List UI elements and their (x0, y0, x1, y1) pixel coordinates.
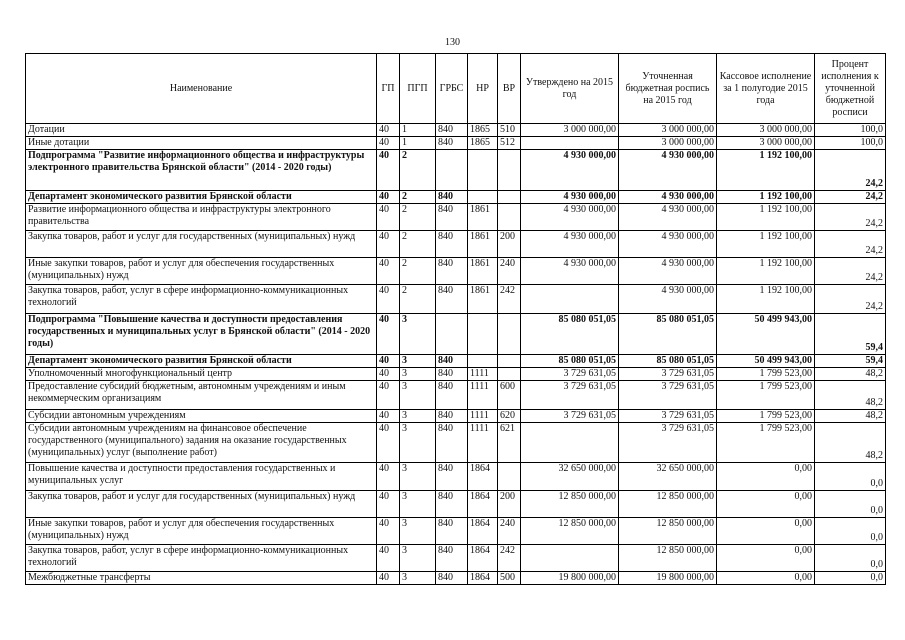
row-grbs: 840 (436, 258, 468, 285)
row-approved: 3 729 631,05 (521, 368, 619, 381)
row-pgp: 3 (400, 355, 436, 368)
row-gp: 40 (377, 258, 400, 285)
row-pgp: 3 (400, 572, 436, 585)
row-refined: 85 080 051,05 (619, 314, 717, 355)
header-name: Наименование (26, 54, 377, 124)
row-percent: 100,0 (815, 124, 886, 137)
row-pgp: 3 (400, 381, 436, 410)
header-gp: ГП (377, 54, 400, 124)
header-nr: НР (468, 54, 498, 124)
row-approved: 85 080 051,05 (521, 355, 619, 368)
table-row (26, 491, 886, 518)
table-row (26, 355, 886, 368)
table-header-row (26, 54, 886, 124)
row-cash: 1 799 523,00 (717, 410, 815, 423)
header-pgp: ПГП (400, 54, 436, 124)
row-percent: 48,2 (815, 368, 886, 381)
row-nr: 1861 (468, 258, 498, 285)
row-cash: 1 192 100,00 (717, 258, 815, 285)
row-name: Департамент экономического развития Брянской области (26, 191, 377, 204)
row-approved: 4 930 000,00 (521, 258, 619, 285)
row-cash: 3 000 000,00 (717, 124, 815, 137)
row-grbs (436, 314, 468, 355)
table-row (26, 314, 886, 355)
row-refined: 3 729 631,05 (619, 423, 717, 463)
table-row (26, 410, 886, 423)
row-refined: 4 930 000,00 (619, 258, 717, 285)
budget-table (25, 53, 886, 585)
row-cash: 0,00 (717, 545, 815, 572)
row-approved: 3 729 631,05 (521, 410, 619, 423)
row-grbs: 840 (436, 572, 468, 585)
row-vr: 242 (498, 545, 521, 572)
table-row (26, 368, 886, 381)
row-name: Закупка товаров, работ и услуг для государственных (муниципальных) нужд (26, 491, 377, 518)
row-refined: 4 930 000,00 (619, 204, 717, 231)
row-name: Закупка товаров, работ, услуг в сфере информационно-коммуникационных технологий (26, 285, 377, 314)
table-row (26, 231, 886, 258)
row-name: Иные закупки товаров, работ и услуг для обеспечения государственных (муниципальных) нужд (26, 258, 377, 285)
row-gp: 40 (377, 381, 400, 410)
row-gp: 40 (377, 231, 400, 258)
row-name: Предоставление субсидий бюджетным, автономным учреждениям и иным некоммерческим организациям (26, 381, 377, 410)
row-name: Иные дотации (26, 137, 377, 150)
row-pgp: 3 (400, 410, 436, 423)
row-grbs: 840 (436, 423, 468, 463)
row-nr: 1861 (468, 231, 498, 258)
row-name: Развитие информационного общества и инфраструктуры электронного правительства (26, 204, 377, 231)
row-gp: 40 (377, 124, 400, 137)
row-grbs: 840 (436, 463, 468, 491)
row-refined: 19 800 000,00 (619, 572, 717, 585)
row-percent: 0,0 (815, 572, 886, 585)
row-pgp: 2 (400, 231, 436, 258)
table-row (26, 204, 886, 231)
row-gp: 40 (377, 150, 400, 191)
row-gp: 40 (377, 572, 400, 585)
table-row (26, 423, 886, 463)
header-percent: Процент исполнения к уточненной бюджетной росписи (815, 54, 886, 124)
row-cash: 0,00 (717, 463, 815, 491)
row-approved (521, 285, 619, 314)
row-vr: 240 (498, 518, 521, 545)
row-gp: 40 (377, 518, 400, 545)
row-approved: 12 850 000,00 (521, 518, 619, 545)
row-grbs: 840 (436, 381, 468, 410)
table-row (26, 285, 886, 314)
row-cash: 1 192 100,00 (717, 204, 815, 231)
row-gp: 40 (377, 423, 400, 463)
row-pgp: 3 (400, 423, 436, 463)
table-row (26, 191, 886, 204)
row-refined: 12 850 000,00 (619, 518, 717, 545)
row-refined: 4 930 000,00 (619, 191, 717, 204)
row-name: Уполномоченный многофункциональный центр (26, 368, 377, 381)
row-percent: 0,0 (815, 545, 886, 572)
row-grbs: 840 (436, 285, 468, 314)
row-vr (498, 368, 521, 381)
row-percent: 48,2 (815, 381, 886, 410)
row-grbs: 840 (436, 124, 468, 137)
table-row (26, 518, 886, 545)
row-gp: 40 (377, 285, 400, 314)
row-nr: 1861 (468, 285, 498, 314)
row-nr (468, 314, 498, 355)
row-pgp: 2 (400, 258, 436, 285)
row-gp: 40 (377, 463, 400, 491)
row-gp: 40 (377, 355, 400, 368)
row-approved: 4 930 000,00 (521, 231, 619, 258)
row-vr (498, 191, 521, 204)
row-name: Департамент экономического развития Брянской области (26, 355, 377, 368)
row-percent: 0,0 (815, 518, 886, 545)
row-approved: 3 729 631,05 (521, 381, 619, 410)
row-name: Субсидии автономным учреждениям на финансовое обеспечение государственного (муниципального) задания на оказание государственных (муниципальных) услуг (выполнение работ) (26, 423, 377, 463)
row-name: Повышение качества и доступности предоставления государственных и муниципальных услуг (26, 463, 377, 491)
row-nr: 1111 (468, 381, 498, 410)
row-grbs: 840 (436, 545, 468, 572)
row-gp: 40 (377, 314, 400, 355)
row-vr: 242 (498, 285, 521, 314)
row-pgp: 3 (400, 368, 436, 381)
row-percent: 59,4 (815, 314, 886, 355)
row-name: Дотации (26, 124, 377, 137)
row-pgp: 3 (400, 314, 436, 355)
row-vr (498, 314, 521, 355)
row-nr (468, 355, 498, 368)
row-pgp: 2 (400, 150, 436, 191)
row-grbs (436, 150, 468, 191)
row-vr: 620 (498, 410, 521, 423)
row-grbs: 840 (436, 231, 468, 258)
row-approved (521, 137, 619, 150)
row-cash: 1 192 100,00 (717, 231, 815, 258)
row-vr (498, 463, 521, 491)
row-vr: 510 (498, 124, 521, 137)
row-cash: 0,00 (717, 518, 815, 545)
table-row (26, 545, 886, 572)
row-percent: 24,2 (815, 231, 886, 258)
row-cash: 50 499 943,00 (717, 355, 815, 368)
header-refined: Уточненная бюджетная роспись на 2015 год (619, 54, 717, 124)
row-refined: 4 930 000,00 (619, 150, 717, 191)
row-nr: 1864 (468, 518, 498, 545)
row-cash: 1 799 523,00 (717, 381, 815, 410)
page-number: 130 (445, 37, 460, 48)
row-percent: 48,2 (815, 410, 886, 423)
row-gp: 40 (377, 191, 400, 204)
row-approved: 4 930 000,00 (521, 204, 619, 231)
row-approved: 19 800 000,00 (521, 572, 619, 585)
row-nr: 1111 (468, 423, 498, 463)
row-gp: 40 (377, 137, 400, 150)
row-refined: 4 930 000,00 (619, 231, 717, 258)
row-percent: 24,2 (815, 150, 886, 191)
row-percent: 100,0 (815, 137, 886, 150)
row-cash: 3 000 000,00 (717, 137, 815, 150)
row-nr (468, 150, 498, 191)
row-refined: 32 650 000,00 (619, 463, 717, 491)
row-vr: 500 (498, 572, 521, 585)
header-cash: Кассовое исполнение за 1 полугодие 2015 года (717, 54, 815, 124)
row-refined: 3 729 631,05 (619, 381, 717, 410)
row-refined: 12 850 000,00 (619, 545, 717, 572)
row-refined: 12 850 000,00 (619, 491, 717, 518)
row-approved: 32 650 000,00 (521, 463, 619, 491)
row-pgp: 2 (400, 191, 436, 204)
row-grbs: 840 (436, 191, 468, 204)
row-pgp: 3 (400, 463, 436, 491)
row-refined: 4 930 000,00 (619, 285, 717, 314)
row-name: Подпрограмма "Повышение качества и доступности предоставления государственных и муниципальных услуг в Брянской области" (2014 - 2020 годы) (26, 314, 377, 355)
row-vr (498, 150, 521, 191)
table-row (26, 137, 886, 150)
row-name: Субсидии автономным учреждениям (26, 410, 377, 423)
row-refined: 85 080 051,05 (619, 355, 717, 368)
row-pgp: 2 (400, 285, 436, 314)
header-vr: ВР (498, 54, 521, 124)
row-cash: 1 192 100,00 (717, 150, 815, 191)
row-grbs: 840 (436, 204, 468, 231)
row-pgp: 3 (400, 518, 436, 545)
row-cash: 1 799 523,00 (717, 423, 815, 463)
row-gp: 40 (377, 204, 400, 231)
table-row (26, 572, 886, 585)
table-row (26, 463, 886, 491)
row-vr: 512 (498, 137, 521, 150)
row-cash: 0,00 (717, 491, 815, 518)
row-pgp: 1 (400, 124, 436, 137)
row-grbs: 840 (436, 491, 468, 518)
row-refined: 3 000 000,00 (619, 137, 717, 150)
row-gp: 40 (377, 368, 400, 381)
row-percent: 0,0 (815, 463, 886, 491)
row-nr: 1864 (468, 545, 498, 572)
row-name: Закупка товаров, работ, услуг в сфере информационно-коммуникационных технологий (26, 545, 377, 572)
table-body (26, 124, 886, 585)
row-nr: 1864 (468, 572, 498, 585)
row-cash: 1 192 100,00 (717, 285, 815, 314)
row-grbs: 840 (436, 518, 468, 545)
row-vr (498, 355, 521, 368)
row-pgp: 3 (400, 545, 436, 572)
row-vr: 240 (498, 258, 521, 285)
row-approved: 85 080 051,05 (521, 314, 619, 355)
row-gp: 40 (377, 491, 400, 518)
row-vr: 600 (498, 381, 521, 410)
row-name: Межбюджетные трансферты (26, 572, 377, 585)
table-row (26, 258, 886, 285)
row-name: Иные закупки товаров, работ и услуг для обеспечения государственных (муниципальных) нужд (26, 518, 377, 545)
row-grbs: 840 (436, 410, 468, 423)
row-cash: 50 499 943,00 (717, 314, 815, 355)
header-approved: Утверждено на 2015 год (521, 54, 619, 124)
row-nr: 1865 (468, 124, 498, 137)
row-vr: 621 (498, 423, 521, 463)
row-refined: 3 729 631,05 (619, 410, 717, 423)
row-name: Подпрограмма "Развитие информационного общества и инфраструктуры электронного правительства Брянской области" (2014 - 2020 годы) (26, 150, 377, 191)
row-vr (498, 204, 521, 231)
row-gp: 40 (377, 410, 400, 423)
row-nr: 1864 (468, 491, 498, 518)
row-nr (468, 191, 498, 204)
row-cash: 0,00 (717, 572, 815, 585)
row-name: Закупка товаров, работ и услуг для государственных (муниципальных) нужд (26, 231, 377, 258)
row-approved: 12 850 000,00 (521, 491, 619, 518)
row-percent: 24,2 (815, 258, 886, 285)
row-percent: 24,2 (815, 191, 886, 204)
row-percent: 48,2 (815, 423, 886, 463)
row-approved (521, 423, 619, 463)
row-nr: 1111 (468, 368, 498, 381)
row-approved: 4 930 000,00 (521, 150, 619, 191)
table-row (26, 124, 886, 137)
table-row (26, 150, 886, 191)
row-percent: 24,2 (815, 285, 886, 314)
row-cash: 1 192 100,00 (717, 191, 815, 204)
header-grbs: ГРБС (436, 54, 468, 124)
row-approved: 4 930 000,00 (521, 191, 619, 204)
row-gp: 40 (377, 545, 400, 572)
row-percent: 24,2 (815, 204, 886, 231)
row-pgp: 3 (400, 491, 436, 518)
row-refined: 3 729 631,05 (619, 368, 717, 381)
row-vr: 200 (498, 491, 521, 518)
row-pgp: 2 (400, 204, 436, 231)
row-grbs: 840 (436, 355, 468, 368)
row-approved (521, 545, 619, 572)
row-approved: 3 000 000,00 (521, 124, 619, 137)
row-grbs: 840 (436, 368, 468, 381)
row-grbs: 840 (436, 137, 468, 150)
row-nr: 1861 (468, 204, 498, 231)
table-row (26, 381, 886, 410)
row-vr: 200 (498, 231, 521, 258)
row-pgp: 1 (400, 137, 436, 150)
row-nr: 1111 (468, 410, 498, 423)
row-cash: 1 799 523,00 (717, 368, 815, 381)
row-percent: 0,0 (815, 491, 886, 518)
row-refined: 3 000 000,00 (619, 124, 717, 137)
row-nr: 1865 (468, 137, 498, 150)
row-nr: 1864 (468, 463, 498, 491)
row-percent: 59,4 (815, 355, 886, 368)
